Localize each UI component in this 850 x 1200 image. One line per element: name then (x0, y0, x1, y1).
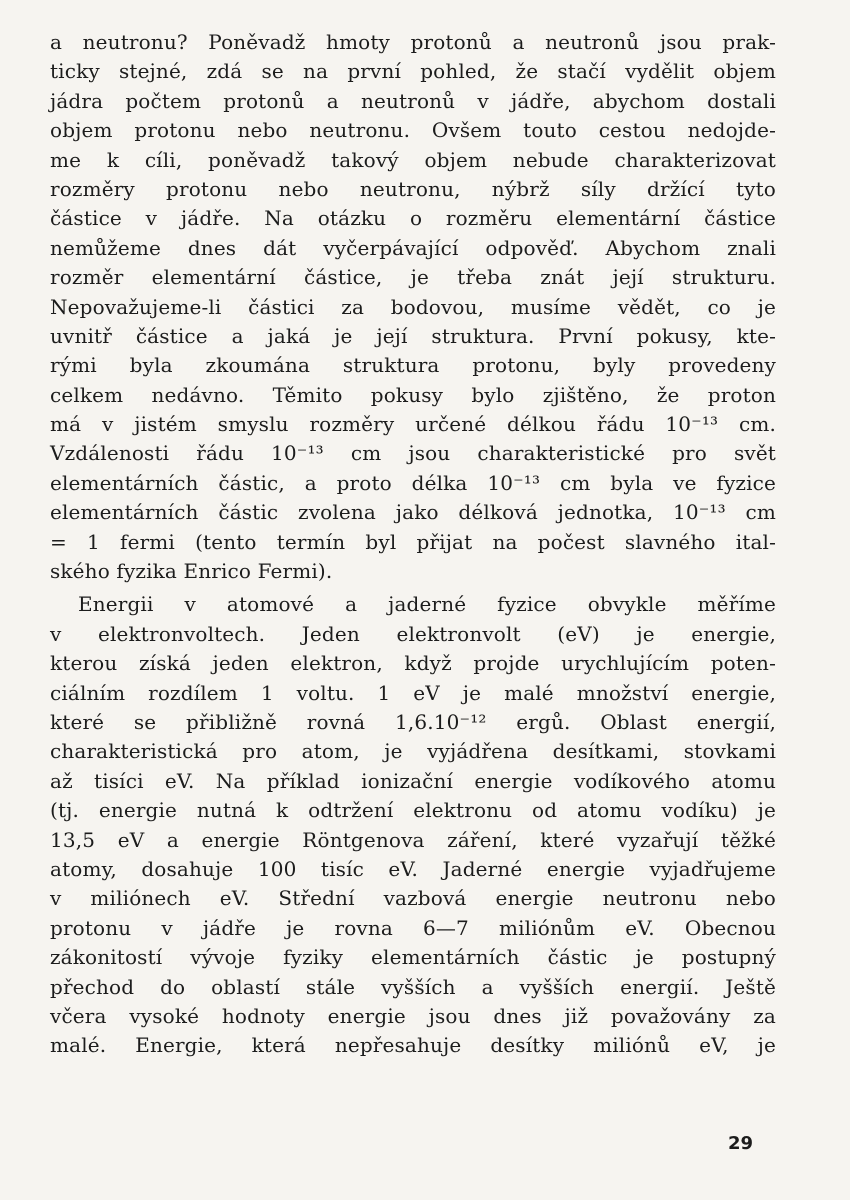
text-line: včera vysoké hodnoty energie jsou dnes již považovány za (50, 1003, 776, 1028)
text-line: objem protonu nebo neutronu. Ovšem touto cestou nedojde- (50, 118, 776, 143)
text-line: v miliónech eV. Střední vazbová energie neutronu nebo (50, 886, 776, 911)
text-line: malé. Energie, která nepřesahuje desítky miliónů eV, je (50, 1033, 776, 1058)
text-line: ského fyzika Enrico Fermi). (50, 559, 333, 584)
text-line: charakteristická pro atom, je vyjádřena desítkami, stovkami (50, 739, 776, 764)
text-line: (tj. energie nutná k odtržení elektronu od atomu vodíku) je (50, 798, 776, 823)
text-line: Nepovažujeme-li částici za bodovou, musíme vědět, co je (50, 294, 776, 319)
text-line: rozměry protonu nebo neutronu, nýbrž síly držící tyto (50, 176, 776, 201)
text-line: ciálním rozdílem 1 voltu. 1 eV je malé množství energie, (50, 680, 776, 705)
text-line: protonu v jádře je rovna 6—7 miliónům eV. Obecnou (50, 915, 776, 940)
text-line: Energii v atomové a jaderné fyzice obvykle měříme (78, 592, 776, 617)
text-line: v elektronvoltech. Jeden elektronvolt (eV) je energie, (50, 621, 776, 646)
paragraph-2 (50, 590, 776, 1060)
text-line: rými byla zkoumána struktura protonu, byly provedeny (50, 353, 776, 378)
text-line: atomy, dosahuje 100 tisíc eV. Jaderné energie vyjadřujeme (50, 856, 776, 881)
text-line: má v jistém smyslu rozměry určené délkou řádu 10⁻¹³ cm. (50, 412, 776, 437)
text-line: zákonitostí vývoje fyziky elementárních částic je postupný (50, 945, 776, 970)
text-line: me k cíli, poněvadž takový objem nebude charakterizovat (50, 147, 776, 172)
text-line: přechod do oblastí stále vyšších a vyšších energií. Ještě (50, 974, 776, 999)
text-line: částice v jádře. Na otázku o rozměru elementární částice (50, 206, 776, 231)
text-line: kterou získá jeden elektron, když projde urychlujícím poten- (50, 651, 776, 676)
text-line: celkem nedávno. Těmito pokusy bylo zjištěno, že proton (50, 382, 776, 407)
text-line: uvnitř částice a jaká je její struktura. První pokusy, kte- (50, 323, 776, 348)
text-line: ticky stejné, zdá se na první pohled, že stačí vydělit objem (50, 59, 776, 84)
text-line: jádra počtem protonů a neutronů v jádře, abychom dostali (50, 88, 776, 113)
text-line: a neutronu? Poněvadž hmoty protonů a neutronů jsou prak- (50, 30, 776, 54)
text-line: elementárních částic, a proto délka 10⁻¹³ cm byla ve fyzice (50, 470, 776, 495)
paragraph-1 (50, 28, 776, 586)
text-line: = 1 fermi (tento termín byl přijat na počest slavného ital- (50, 529, 776, 554)
text-line: 13,5 eV a energie Röntgenova záření, které vyzařují těžké (50, 827, 776, 852)
text-line: až tisíci eV. Na příklad ionizační energie vodíkového atomu (50, 768, 776, 793)
body-text (50, 28, 776, 1061)
page-number: 29 (728, 1133, 754, 1154)
text-line: Vzdálenosti řádu 10⁻¹³ cm jsou charakteristické pro svět (50, 441, 776, 466)
text-line: elementárních částic zvolena jako délková jednotka, 10⁻¹³ cm (50, 500, 776, 525)
text-line: které se přibližně rovná 1,6.10⁻¹² ergů. Oblast energií, (50, 709, 776, 734)
text-line: nemůžeme dnes dát vyčerpávající odpověď. Abychom znali (50, 235, 776, 260)
text-line: rozměr elementární částice, je třeba znát její strukturu. (50, 265, 776, 290)
